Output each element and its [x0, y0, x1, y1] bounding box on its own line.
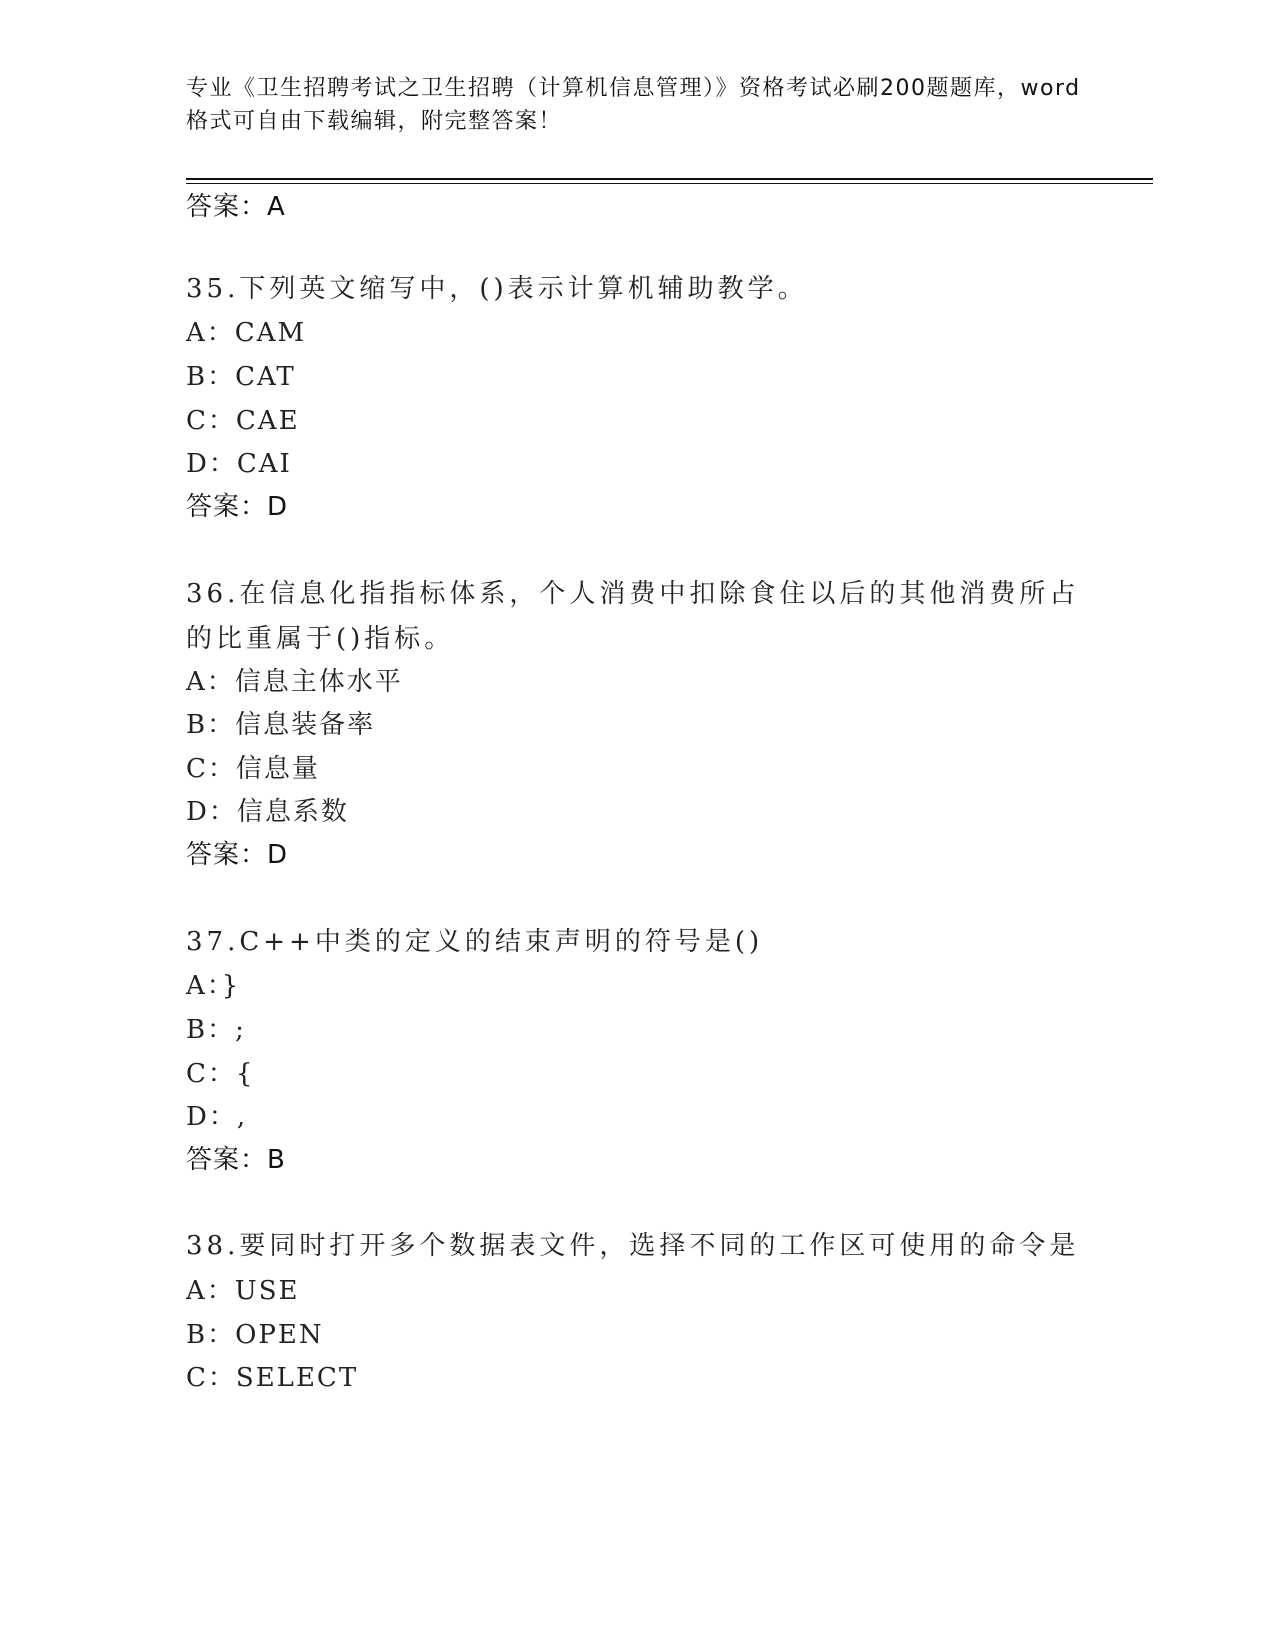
- option-c: C：CAE: [186, 406, 300, 436]
- option-a: A：}: [186, 971, 241, 1001]
- option-d: D：CAI: [186, 449, 292, 479]
- header-rule-thin: [186, 183, 1153, 184]
- option-c: C：SELECT: [186, 1363, 359, 1393]
- answer-line: 答案：D: [186, 840, 289, 870]
- question-stem: 36.在信息化指指标体系，个人消费中扣除食住以后的其他消费所占的比重属于()指标。: [186, 579, 1080, 654]
- question-stem: 35.下列英文缩写中，()表示计算机辅助教学。: [186, 274, 808, 304]
- option-d: D：信息系数: [186, 797, 349, 827]
- option-d: D：,: [186, 1102, 248, 1132]
- header-rule: [186, 178, 1153, 180]
- answer-line: 答案：D: [186, 492, 289, 522]
- option-a: A：信息主体水平: [186, 667, 403, 697]
- option-c: C：{: [186, 1059, 255, 1089]
- option-b: B：OPEN: [186, 1320, 324, 1350]
- option-a: A：CAM: [186, 318, 307, 348]
- option-b: B：CAT: [186, 362, 296, 392]
- question-stem: 38.要同时打开多个数据表文件，选择不同的工作区可使用的命令是: [186, 1231, 1080, 1261]
- answer-line: 答案：A: [186, 192, 286, 222]
- document-header: 专业《卫生招聘考试之卫生招聘（计算机信息管理）》资格考试必刷200题题库，word格式可自由下载编辑，附完整答案！: [186, 76, 1081, 134]
- option-c: C：信息量: [186, 754, 320, 784]
- option-a: A：USE: [186, 1276, 300, 1306]
- answer-line: 答案：B: [186, 1145, 286, 1175]
- question-stem: 37.C++中类的定义的结束声明的符号是(): [186, 927, 764, 957]
- option-b: B：信息装备率: [186, 710, 376, 740]
- option-b: B：;: [186, 1015, 246, 1045]
